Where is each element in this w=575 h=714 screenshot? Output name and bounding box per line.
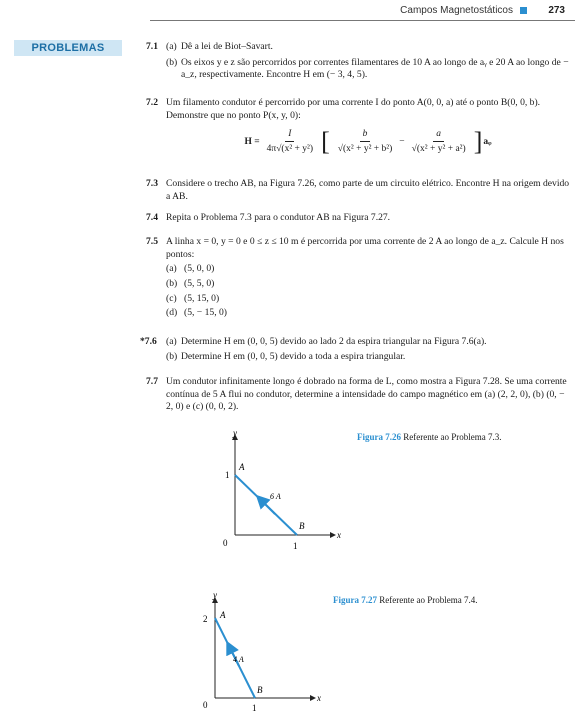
part-text: Dê a lei de Biot–Savart. [181, 41, 273, 52]
header-rule [150, 20, 575, 21]
part-label: (a) [166, 41, 177, 52]
current-label: 6 A [270, 492, 281, 501]
problem-7-2 [146, 97, 570, 155]
origin-label: 0 [203, 700, 208, 710]
point-list [166, 263, 570, 320]
origin-label: 0 [223, 538, 228, 548]
part-text: Determine H em (0, 0, 5) devido ao lado 2 da espira triangular na Figura 7.6(a). [181, 336, 487, 347]
part-label: (b) [166, 56, 178, 68]
tick-y-label: 1 [225, 470, 230, 480]
tick-x-label: 1 [293, 541, 298, 551]
list-item: (a) (5, 0, 0) [166, 263, 215, 275]
point-b-label: B [299, 521, 305, 531]
problem-7-5 [146, 236, 570, 320]
formula-fraction: $\frac{I}{\text{4π√(x² + y²)}}$ [266, 129, 314, 154]
running-title: Campos Magnetostáticos [400, 5, 513, 16]
page-header [0, 3, 575, 19]
problem-7-7 [146, 376, 570, 414]
y-axis-label: y [213, 590, 217, 600]
x-axis-label: x [337, 530, 341, 540]
bracket-open: [ [321, 126, 330, 156]
tick-x-label: 1 [252, 703, 257, 713]
part-label: (b) [166, 350, 178, 362]
formula [166, 128, 570, 155]
formula-minus: − [399, 136, 405, 147]
point-b-label: B [257, 685, 263, 695]
list-item: (c) (5, 15, 0) [166, 292, 220, 304]
part-text: Os eixos y e z são percorridos por correntes filamentares de 10 A ao longo de aᵧ e 20 A ao longo de − a_z, respectivamente. Encontre H em (− 3, 4, 5). [181, 56, 569, 81]
figure-7-26 [215, 425, 345, 555]
figure-7-26-caption: Figura 7.26 Referente ao Problema 7.3. [357, 432, 502, 442]
problem-7-3 [146, 178, 570, 203]
problem-text: A linha x = 0, y = 0 e 0 ≤ z ≤ 10 m é percorrida por uma corrente de 2 A ao longo de a_z. Calcule H nos pontos: [166, 236, 564, 260]
formula-unit: aᵩ [483, 136, 492, 147]
problem-number: 7.1 [146, 41, 158, 52]
problem-text: Repita o Problema 7.3 para o condutor AB na Figura 7.27. [166, 212, 391, 223]
problem-text: Um condutor infinitamente longo é dobrado na forma de L, como mostra a Figura 7.28. Se uma corrente contínua de 5 A flui no condutor, determine a intensidade do campo magnético em (a) (2, 2, 0), (b) (0, − 2, 0) e (c) (0, 0, 2). [166, 376, 567, 413]
formula-fraction: $\frac{b}{\text{√(x² + y² + b²)}}$ [337, 129, 393, 154]
figure-7-27 [195, 590, 330, 714]
problem-text: Considere o trecho AB, na Figura 7.26, como parte de um circuito elétrico. Encontre H na origem devido a AB. [166, 178, 570, 202]
problem-7-1 [146, 41, 570, 82]
problem-7-4 [146, 212, 570, 225]
part-label: (a) [166, 336, 177, 347]
list-item: (d) (5, − 15, 0) [166, 307, 227, 319]
point-a-label: A [239, 462, 245, 472]
current-label: 4 A [233, 655, 244, 664]
problem-text: Um filamento condutor é percorrido por uma corrente I do ponto A(0, 0, a) até o ponto B(0, 0, b). Demonstre que no ponto P(x, y, 0): [166, 97, 541, 121]
problem-number: 7.3 [146, 178, 158, 189]
problem-number: 7.2 [146, 97, 158, 108]
problem-number: 7.5 [146, 236, 158, 247]
tick-y-label: 2 [203, 614, 208, 624]
problem-number: 7.7 [146, 376, 158, 387]
current-arrow [260, 499, 275, 514]
point-a-label: A [220, 610, 226, 620]
problem-number: 7.4 [146, 212, 158, 223]
formula-fraction: $\frac{a}{\text{√(x² + y² + a²)}}$ [411, 129, 466, 154]
problem-number: *7.6 [140, 336, 157, 347]
part-text: Determine H em (0, 0, 5) devido a toda a espira triangular. [181, 350, 406, 362]
figure-7-27-caption: Figura 7.27 Referente ao Problema 7.4. [333, 595, 478, 605]
section-label: PROBLEMAS [14, 40, 122, 56]
page-number: 273 [548, 5, 565, 16]
problem-7-6 [140, 336, 570, 363]
bracket-close: ] [473, 126, 483, 156]
formula-lhs: H = [244, 136, 260, 147]
header-square-icon [520, 7, 527, 14]
x-axis-label: x [317, 693, 321, 703]
y-axis-label: y [233, 428, 237, 438]
list-item: (b) (5, 5, 0) [166, 277, 215, 289]
